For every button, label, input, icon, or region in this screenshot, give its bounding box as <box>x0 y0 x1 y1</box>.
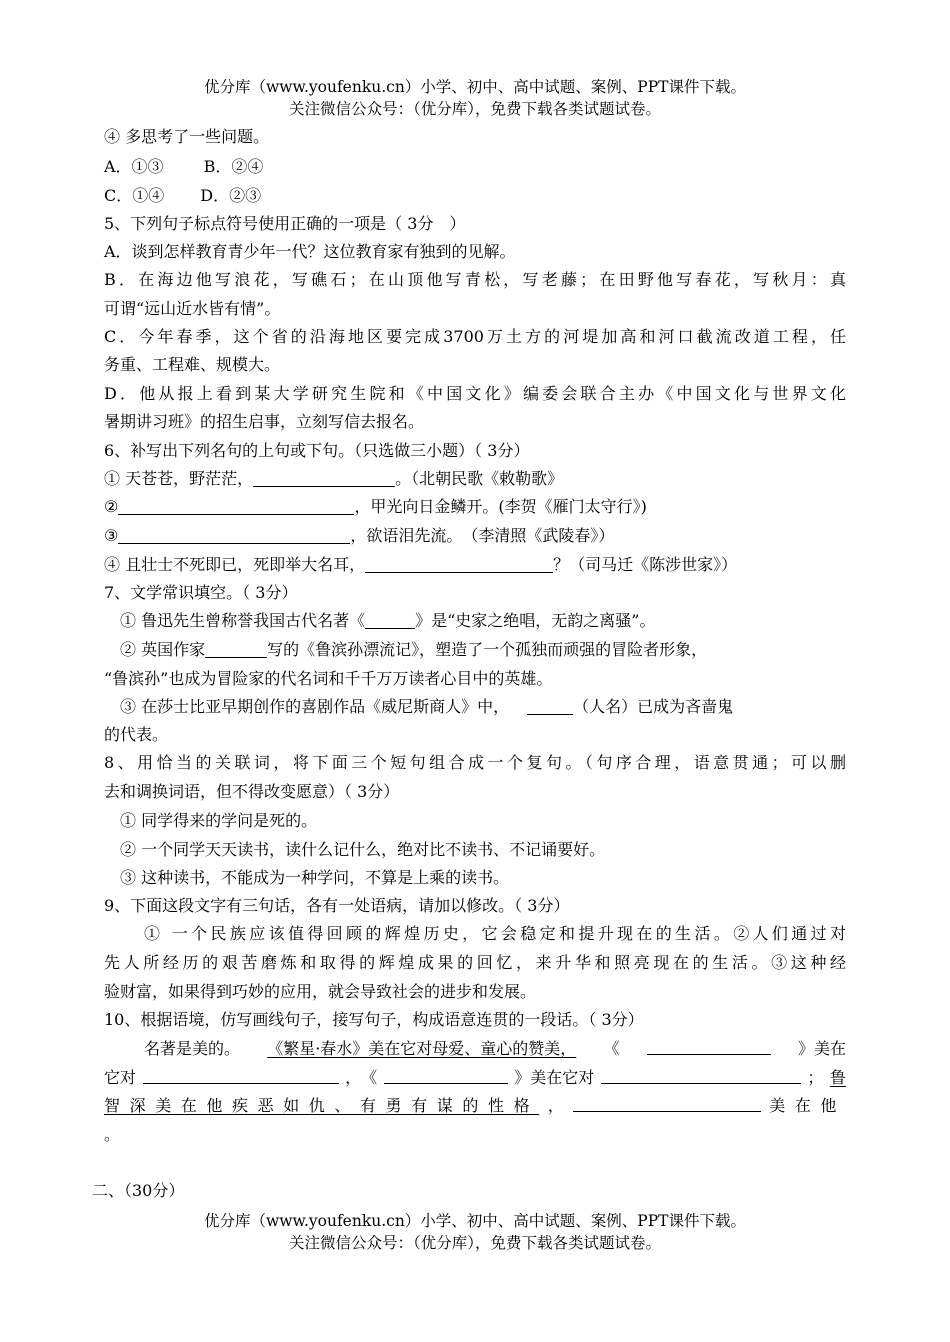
q6-item-4-source: ？（司马迁《陈涉世家》） <box>553 555 738 574</box>
q7-item-2-blank[interactable] <box>205 639 267 658</box>
q4-option-c[interactable]: C．①④ <box>104 186 165 205</box>
q5-option-b-line-1[interactable]: B．在海边他写浪花，写礁石；在山顶他写青松，写老藤；在田野他写春花，写秋月：真 <box>104 270 846 289</box>
q10-line-3-comma: ， <box>547 1096 564 1115</box>
q5-option-b-line-2: 可谓“远山近水皆有情”。 <box>104 299 281 318</box>
q5-option-d-line-1[interactable]: D．他从报上看到某大学研究生院和《中国文化》编委会联合主办《中国文化与世界文化 <box>104 384 846 403</box>
q10-book-title-blank-1[interactable] <box>647 1036 771 1055</box>
q7-item-2-text: ② 英国作家 <box>120 640 206 659</box>
q10-line-2-sep: ， 《 <box>345 1068 378 1087</box>
footer-line-2: 关注微信公众号：（优分库），免费下载各类试题试卷。 <box>288 1234 661 1252</box>
q10-underlined-sentence: 《繁星·春水》美在它对母爱、童心的赞美， <box>267 1039 577 1058</box>
q4-option-b[interactable]: B．②④ <box>203 157 264 176</box>
q7-item-3-blank[interactable] <box>527 696 573 715</box>
q6-item-4-blank[interactable] <box>365 554 553 573</box>
q5-stem: 5、下列句子标点符号使用正确的一项是（ 3分 ） <box>104 214 466 233</box>
q8-stem-line-2: 去和调换词语，但不得改变愿意）（ 3分） <box>104 782 400 801</box>
q10-line-2-mid: 》美在它对 <box>514 1068 595 1087</box>
q10-line-3 <box>104 1093 846 1119</box>
q10-line-2-lead: 它对 <box>104 1068 137 1087</box>
q10-line-3-tail: 美在他 <box>769 1096 846 1115</box>
q10-line-1-tail: 》美在 <box>797 1039 846 1058</box>
q7-item-1-text: ① 鲁迅先生曾称誉我国古代名著《 <box>120 611 366 630</box>
q8-stem-line-1: 8、用恰当的关联词，将下面三个短句组合成一个复句。（句序合理，语意贯通；可以删 <box>104 753 846 772</box>
q7-item-2 <box>120 637 707 663</box>
q8-item-2: ② 一个同学天天读书，读什么记什么，绝对比不读书、不记诵要好。 <box>120 840 606 859</box>
q6-item-2-text: ，甲光向日金鳞开。(李贺《雁门太守行》) <box>354 497 647 516</box>
q7-item-2-rest: 写的《鲁滨孙漂流记》，塑造了一个孤独而顽强的冒险者形象， <box>267 640 708 659</box>
q4-item-4: ④ 多思考了一些问题。 <box>104 127 270 146</box>
q10-line-1-intro: 名著是美的。 <box>144 1039 241 1058</box>
q10-line-1-open-quote: 《 <box>603 1039 620 1058</box>
q5-option-c-line-2: 务重、工程难、规模大。 <box>104 355 281 374</box>
q6-item-1-source: 。（北朝民歌《敕勒歌》 <box>395 469 564 488</box>
q7-item-1-blank[interactable] <box>365 610 415 629</box>
q7-item-3 <box>120 694 733 720</box>
q10-stem: 10、根据语境，仿写画线句子，接写句子，构成语意连贯的一段话。（ 3分） <box>104 1010 644 1029</box>
q4-option-d[interactable]: D．②③ <box>200 186 262 205</box>
q10-book-title-blank-2[interactable] <box>384 1065 508 1084</box>
q4-options-row-1 <box>104 154 263 180</box>
q5-option-c-line-1[interactable]: C．今年春季，这个省的沿海地区要完成3700万土方的河堤加高和河口截流改道工程，任 <box>104 327 846 346</box>
q6-item-4 <box>104 552 737 578</box>
q10-praise-blank-1[interactable] <box>143 1065 339 1084</box>
q6-item-1 <box>104 466 563 492</box>
q9-stem: 9、下面这段文字有三句话，各有一处语病，请加以修改。（ 3分） <box>104 896 570 915</box>
q9-paragraph-line-1: ① 一个民族应该值得回顾的辉煌历史，它会稳定和提升现在的生活。②人们通过对 <box>144 924 846 943</box>
q7-item-3-rest: （人名）已成为吝啬鬼 <box>573 697 734 716</box>
q10-line-2 <box>104 1065 846 1091</box>
q6-item-4-text: ④ 且壮士不死即已，死即举大名耳， <box>104 555 366 574</box>
q6-item-1-blank[interactable] <box>253 468 395 487</box>
q6-item-3-text: ，欲语泪先流。 （李清照《武陵春》） <box>350 526 615 545</box>
q7-item-1-quote: 》是“史家之绝唱，无韵之离骚”。 <box>415 611 656 630</box>
q6-stem: 6、补写出下列名句的上句或下句。（只选做三小题）（ 3分） <box>104 441 530 460</box>
header-line-1: 优分库（www.youfenku.cn）小学、初中、高中试题、案例、PPT课件下载。 <box>203 78 747 96</box>
q6-item-1-text: ① 天苍苍，野茫茫， <box>104 469 254 488</box>
q7-item-3-line-2: 的代表。 <box>104 725 169 744</box>
q9-paragraph-line-3: 验财富，如果得到巧妙的应用，就会导致社会的进步和发展。 <box>104 982 537 1001</box>
q10-line-2-semicolon: ； <box>807 1068 824 1087</box>
q6-item-2-num: ② <box>104 497 119 516</box>
q6-item-3-blank[interactable] <box>118 525 350 544</box>
q10-line-1 <box>144 1036 846 1062</box>
q9-paragraph-line-2: 先人所经历的艰苦磨炼和取得的辉煌成果的回忆，来升华和照亮现在的生活。③这种经 <box>104 953 846 972</box>
q6-item-2-blank[interactable] <box>118 496 354 515</box>
q6-item-3 <box>104 523 614 549</box>
q5-option-a[interactable]: A．谈到怎样教育青少年一代？这位教育家有独到的见解。 <box>104 242 516 261</box>
section-2-heading: 二、（30分） <box>92 1181 185 1200</box>
q8-item-3: ③ 这种读书，不能成为一种学问，不算是上乘的读书。 <box>120 868 510 887</box>
q5-option-d-line-2: 暑期讲习班》的招生启事，立刻写信去报名。 <box>104 412 425 431</box>
header-line-2: 关注微信公众号：（优分库），免费下载各类试题试卷。 <box>288 100 661 118</box>
q10-underlined-continuation: 智深美在他疾恶如仇、有勇有谋的性格 <box>104 1096 540 1115</box>
q4-option-a[interactable]: A．①③ <box>104 157 164 176</box>
q7-item-2-line-2: “鲁滨孙”也成为冒险家的代名词和千千万万读者心目中的英雄。 <box>104 669 553 688</box>
q6-item-3-num: ③ <box>104 526 119 545</box>
q10-underlined-start: 鲁 <box>829 1068 846 1087</box>
q6-item-2 <box>104 494 647 520</box>
q10-continue-blank[interactable] <box>573 1093 761 1112</box>
footer-line-1: 优分库（www.youfenku.cn）小学、初中、高中试题、案例、PPT课件下载。 <box>203 1212 747 1230</box>
q7-item-1 <box>120 608 655 634</box>
q10-line-4: 。 <box>104 1125 121 1144</box>
q7-stem: 7、文学常识填空。（ 3分） <box>104 583 298 602</box>
q10-praise-blank-2[interactable] <box>601 1065 801 1084</box>
q4-options-row-2 <box>104 183 261 209</box>
q7-item-3-text: ③ 在莎士比亚早期创作的喜剧作品《威尼斯商人》中， <box>120 697 510 716</box>
q8-item-1: ① 同学得来的学问是死的。 <box>120 811 318 830</box>
